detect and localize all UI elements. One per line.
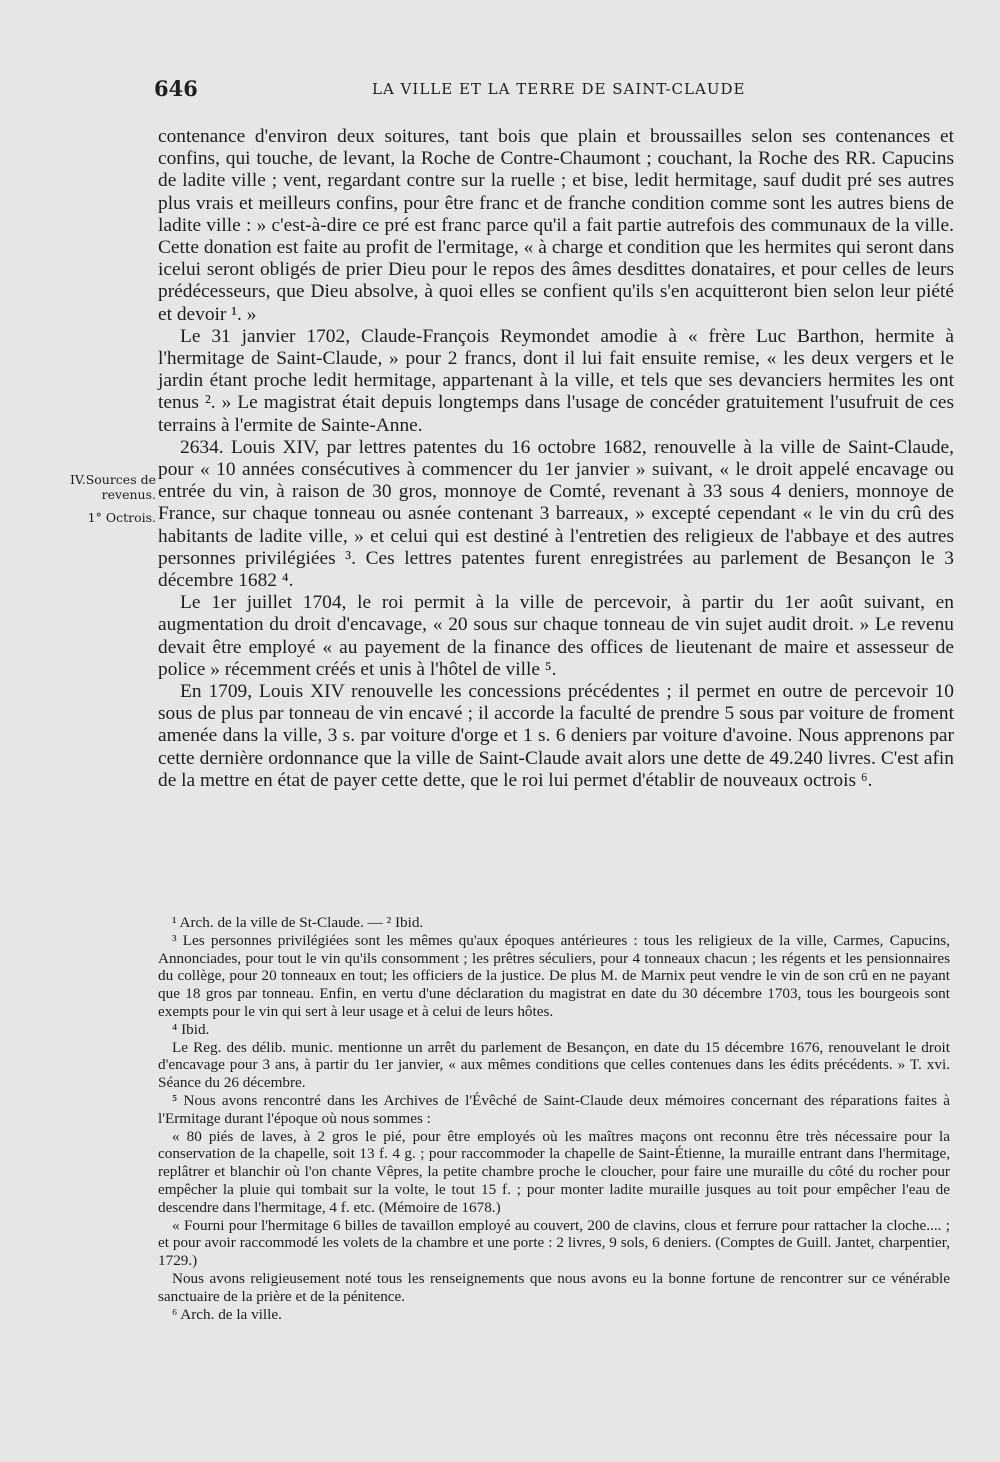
footnote: ³ Les personnes privilégiées sont les mêmes qu'aux époques antérieures : tous les religieux de la ville, Carmes, Capucins, Annonciades, pour tout le vin qu'ils consomment ; les prêtres séculiers, pour 4 tonneaux chacun ; les régents et les pensionnaires du collège, pour 20 tonneaux en tout; les officiers de la justice. De plus M. de Marnix peut vendre le vin de son crû en ne payant que 18 gros par tonneau. Enfin, en vertu d'une déclaration du magistrat en date du 30 décembre 1703, tous les bourgeois sont exempts pour le vin qui sert à leur usage et à celui de leurs hôtes. xyxy=(158,931,950,1020)
margin-note-octrois: 1° Octrois. xyxy=(87,510,156,525)
footnotes xyxy=(158,914,950,1323)
page-header xyxy=(148,76,948,106)
paragraph: 2634. Louis XIV, par lettres patentes du 16 octobre 1682, renouvelle à la ville de Saint-Claude, pour « 10 années consécutives à commencer du 1er janvier » suivant, « le droit appelé encavage ou entrée du vin, à raison de 30 gros, monnoye de Comté, revenant à 33 sous 4 deniers, monnoye de France, sur chaque tonneau ou asnée contenant 3 barreaux, » excepté cependant « le vin du crû des habitants de ladite ville, » et celui qui est destiné à l'entretien des religieux de l'abbaye et des autres personnes privilégiées ³. Ces lettres patentes furent enregistrées au parlement de Besançon le 3 décembre 1682 ⁴. xyxy=(158,436,954,592)
page-number: 646 xyxy=(154,76,198,101)
paragraph: En 1709, Louis XIV renouvelle les concessions précédentes ; il permet en outre de percevoir 10 sous de plus par tonneau de vin encavé ; il accorde la faculté de prendre 5 sous par voiture de froment amenée dans la ville, 3 s. par voiture d'orge et 1 s. 6 deniers par voiture d'avoine. Nous apprenons par cette dernière ordonnance que la ville de Saint-Claude avait alors une dette de 49.240 livres. C'est afin de la mettre en état de payer cette dette, que le roi lui permet d'établir de nouveaux octrois ⁶. xyxy=(158,681,954,791)
footnote: ¹ Arch. de la ville de St-Claude. — ² Ibid. xyxy=(172,914,424,931)
paragraph: Le 1er juillet 1704, le roi permit à la ville de percevoir, à partir du 1er août suivant, en augmentation du droit d'encavage, « 20 sous sur chaque tonneau de vin sujet audit droit. » Le revenu devait être employé « au payement de la finance des offices de lieutenant de maire et assesseur de police » récemment créés et unis à l'hôtel de ville ⁵. xyxy=(158,592,954,680)
running-title: LA VILLE ET LA TERRE DE SAINT-CLAUDE xyxy=(372,80,746,98)
paragraph: Le 31 janvier 1702, Claude-François Reymondet amodie à « frère Luc Barthon, hermite à l'hermitage de Saint-Claude, » pour 2 francs, dont il lui fait ensuite remise, « les deux vergers et le jardin étant proche ledit hermitage, appartenant à la ville, et tels que ses devanciers hermites les ont tenus ². » Le magistrat était depuis longtemps dans l'usage de concéder gratuitement l'usufruit de ces terrains à l'ermite de Sainte-Anne. xyxy=(158,325,954,436)
footnote: ⁵ Nous avons rencontré dans les Archives de l'Évêché de Saint-Claude deux mémoires concernant des réparations faites à l'Ermitage durant l'époque où nous sommes : xyxy=(158,1091,950,1127)
main-text xyxy=(158,126,954,792)
footnote: Nous avons religieusement noté tous les renseignements que nous avons eu la bonne fortune de rencontrer sur ce vénérable sanctuaire de la prière et de la pénitence. xyxy=(158,1269,950,1305)
footnote: ⁴ Ibid. xyxy=(172,1020,210,1038)
paragraph: contenance d'environ deux soitures, tant bois que plain et broussailles selon ses contenances et confins, qui touche, de levant, la Roche de Contre-Chaumont ; couchant, la Roche des RR. Capucins de ladite ville ; vent, regardant contre sur la ruelle ; et bise, ledit hermitage, sauf dudit pré ses autres plus vrais et meilleurs confins, pour être franc et de franche condition comme sont les autres biens de ladite ville : » c'est-à-dire ce pré est franc parce qu'il a fait partie autrefois des communaux de la ville. Cette donation est faite au profit de l'ermitage, « à charge et condition que les hermites qui seront dans icelui seront obligés de prier Dieu pour le repos des âmes desdittes donataires, et pour celles de leurs prédécesseurs, que Dieu absolve, à quoi elles se confient qu'ils s'en acquitteront bien selon leur piété et devoir ¹. » xyxy=(158,126,954,325)
footnote: « Fourni pour l'hermitage 6 billes de tavaillon employé au couvert, 200 de clavins, clous et ferrure pour rattacher la cloche.... ; et pour avoir raccommodé les volets de la chambre et une porte : 2 livres, 9 sols, 6 deniers. (Comptes de Guill. Jantet, charpentier, 1729.) xyxy=(158,1216,950,1270)
footnote: Le Reg. des délib. munic. mentionne un arrêt du parlement de Besançon, en date du 15 décembre 1676, renouvelant le droit d'encavage pour 3 ans, à partir du 1er janvier, « aux mêmes conditions que celles contenues dans les édits précédents. » T. xvi. Séance du 26 décembre. xyxy=(158,1038,950,1092)
footnote: ⁶ Arch. de la ville. xyxy=(172,1305,282,1323)
footnote: « 80 piés de laves, à 2 gros le pié, pour être employés où les maîtres maçons ont reconnu être très nécessaire pour la conservation de la chapelle, soit 13 f. 4 g. ; pour raccommoder la chapelle de Saint-Étienne, la muraille entrant dans l'hermitage, replâtrer et blanchir où l'on chante Vêpres, la petite chambre proche le cloucher, pour faire une muraille du côté du rocher pour empêcher la pluie qui tombait sur la volte, le tout 15 f. ; pour monter ladite muraille jusques au toit pour empêcher l'eau de descendre dans l'hermitage, 4 f. etc. (Mémoire de 1678.) xyxy=(158,1127,950,1216)
margin-note-sources: IV.Sources de revenus. xyxy=(69,472,156,502)
